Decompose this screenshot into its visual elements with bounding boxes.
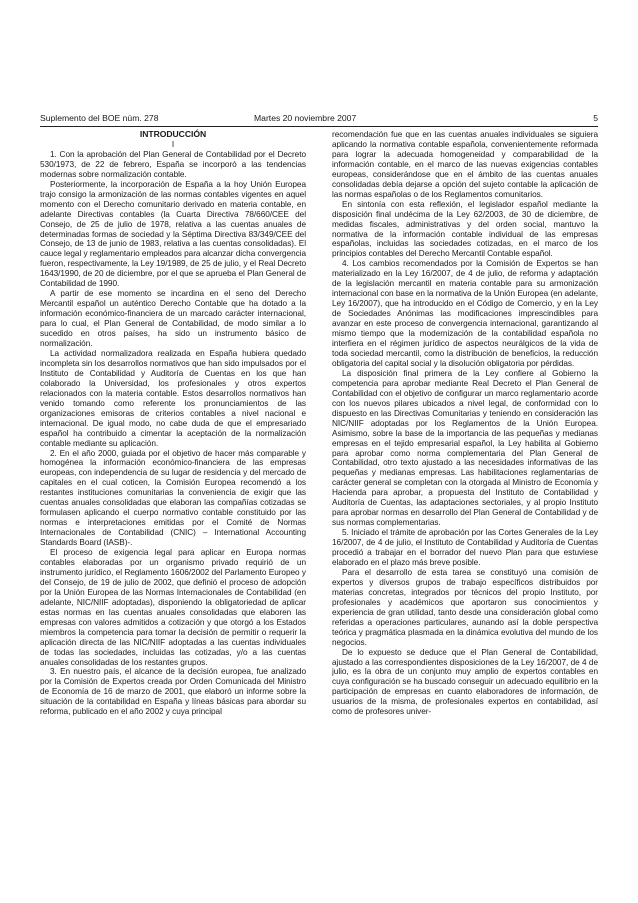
header-rule <box>40 126 598 127</box>
paragraph: A partir de ese momento se incardina en el seno del Derecho Mercantil español un auténtico Derecho Contable que ha dotado a la información económico-financiera de un marcado carácter internacional, para lo cual, el Plan General de Contabilidad, de modo similar a lo sucedido en otros países, ha sido un instrumento básico de normalización. <box>40 289 306 349</box>
paragraph: La disposición final primera de la Ley confiere al Gobierno la competencia para aprobar mediante Real Decreto el Plan General de Contabilidad con el objetivo de configurar un marco reglamentario acorde con los nuevos pilares ubicados a nivel legal, de conformidad con lo dispuesto en las Directivas Comunitarias y teniendo en consideración las NIC/NIIF adoptadas por los Reglamentos de la Unión Europea. Asimismo, sobre la base de la importancia de las pequeñas y medianas empresas en el tejido empresarial español, la Ley habilita al Gobierno para aprobar como norma complementaria del Plan General de Contabilidad, otro texto ajustado a las necesidades informativas de las pequeñas y medianas empresas. Las habilitaciones reglamentarias de carácter general se completan con la otorgada al Ministro de Economía y Hacienda para aprobar, a propuesta del Instituto de Contabilidad y Auditoría de Cuentas, las adaptaciones sectoriales, y al propio Instituto para aprobar normas en desarrollo del Plan General de Contabilidad y de sus normas complementarias. <box>332 368 598 528</box>
paragraph: 2. En el año 2000, guiada por el objetivo de hacer más comparable y homogénea la información económico-financiera de las empresas europeas, con independencia de su lugar de residencia y del mercado de capitales en el cual coticen, la Comisión Europea recomendó a los restantes instituciones comunitarias la conveniencia de exigir que las cuentas anuales consolidadas que elaboran las compañías cotizadas se formulasen aplicando el cuerpo normativo contable constituido por las normas e interpretaciones emitidas por el Comité de Normas Internacionales de Contabilidad (CNIC) – International Accounting Standards Board (IASB)-. <box>40 448 306 548</box>
paragraph: 1. Con la aprobación del Plan General de Contabilidad por el Decreto 530/1973, de 22 de febrero, España se incorporó a las tendencias modernas sobre normalización contable. <box>40 149 306 179</box>
paragraph: Posteriormente, la incorporación de España a la hoy Unión Europea trajo consigo la armonización de las normas contables vigentes en aquel momento con el Derecho comunitario derivado en materia contable, en adelante Directivas contables (la Cuarta Directiva 78/660/CEE del Consejo, de 25 de julio de 1978, relativa a las cuentas anuales de determinadas formas de sociedad y la Séptima Directiva 83/349/CEE del Consejo, de 13 de junio de 1983, relativa a las cuentas consolidadas). El cauce legal y reglamentario empleados para alcanzar dicha convergencia fueron, respectivamente, la Ley 19/1989, de 25 de julio, y el Real Decreto 1643/1990, de 20 de diciembre, por el que se aprueba el Plan General de Contabilidad de 1990. <box>40 179 306 289</box>
paragraph: 5. Iniciado el trámite de aprobación por las Cortes Generales de la Ley 16/2007, de 4 de julio, el Instituto de Contabilidad y Auditoría de Cuentas procedió a trabajar en el borrador del nuevo Plan para que estuviese elaborado en el plazo más breve posible. <box>332 528 598 567</box>
paragraph: recomendación fue que en las cuentas anuales individuales se siguiera aplicando la normativa contable española, convenientemente reformada para lograr la adecuada homogeneidad y comparabilidad de la información contable, en el marco de las nuevas exigencias contables europeas, considerándose que en el ámbito de las cuentas anuales consolidadas debía dejarse a opción del sujeto contable la aplicación de las normas españolas o de los Reglamentos comunitarios. <box>332 130 598 199</box>
paragraph: La actividad normalizadora realizada en España hubiera quedado incompleta sin los desarrollos normativos que han sido impulsados por el Instituto de Contabilidad y Auditoría de Cuentas en los que han colaborado la Universidad, los profesionales y otros expertos relacionados con la materia contable. Estos desarrollos normativos han venido tomando como referente los pronunciamientos de las organizaciones emisoras de criterios contables a nivel nacional e internacional. De igual modo, no cabe duda de que el empresariado español ha contribuido a cimentar la aceptación de la normalización contable mediante su aplicación. <box>40 348 306 448</box>
left-column <box>40 130 306 717</box>
paragraph: Para el desarrollo de esta tarea se constituyó una comisión de expertos y diversos grupos de trabajo específicos distribuidos por materias concretas, integrados por técnicos del propio Instituto, por profesionales y académicos que aportaron sus conocimientos y experiencia de gran utilidad, tanto desde una consideración global como referidas a operaciones particulares, aunando así la doble perspectiva teórica y pragmática plasmada en la dinámica evolutiva del mundo de los negocios. <box>332 567 598 647</box>
header-date: Martes 20 noviembre 2007 <box>254 113 357 123</box>
page-header <box>40 112 598 124</box>
header-page-number: 5 <box>593 113 598 123</box>
paragraph: 3. En nuestro país, el alcance de la decisión europea, fue analizado por la Comisión de Expertos creada por Orden Comunicada del Ministro de Economía de 16 de marzo de 2001, que elaboró un informe sobre la situación de la contabilidad en España y líneas básicas para abordar su reforma, publicado en el año 2002 y cuya principal <box>40 667 306 717</box>
right-column <box>332 130 598 717</box>
paragraph: 4. Los cambios recomendados por la Comisión de Expertos se han materializado en la Ley 16/2007, de 4 de julio, de reforma y adaptación de la legislación mercantil en materia contable para su armonización internacional con base en la normativa de la Unión Europea (en adelante, Ley 16/2007), que ha introducido en el Código de Comercio, y en la Ley de Sociedades Anónimas las modificaciones imprescindibles para avanzar en este proceso de convergencia internacional, garantizando al mismo tiempo que la modernización de la contabilidad española no interfiera en el régimen jurídico de aspectos neurálgicos de la vida de toda sociedad mercantil, como la distribución de beneficios, la reducción obligatoria del capital social y la disolución obligatoria por pérdidas. <box>332 259 598 368</box>
header-publication: Suplemento del BOE núm. 278 <box>40 113 159 123</box>
paragraph: En sintonía con esta reflexión, el legislador español mediante la disposición final undécima de la Ley 62/2003, de 30 de diciembre, de medidas fiscales, administrativas y del orden social, mantuvo la normativa de la información contable individual de las empresas españolas, incluidas las sociedades cotizadas, en el marco de los principios contables del Derecho Mercantil Contable español. <box>332 199 598 259</box>
paragraph: El proceso de exigencia legal para aplicar en Europa normas contables elaboradas por un organismo privado requirió de un instrumento jurídico, el Reglamento 1606/2002 del Parlamento Europeo y del Consejo, de 19 de julio de 2002, que definió el proceso de adopción por la Unión Europea de las Normas Internacionales de Contabilidad (en adelante, NIC/NIIF adoptadas), disponiendo la obligatoriedad de aplicar estas normas en las cuentas anuales consolidadas que elaboren las empresas con valores admitidos a cotización y que otorgó a los Estados miembros la competencia para tomar la decisión de permitir o requerir la aplicación directa de las NIC/NIIF adoptadas a las cuentas individuales de todas las sociedades, incluidas las cotizadas, y/o a las cuentas anuales consolidadas de los restantes grupos. <box>40 548 306 667</box>
section-title: INTRODUCCIÓN <box>139 129 207 139</box>
section-roman-numeral: I <box>171 139 175 149</box>
paragraph: De lo expuesto se deduce que el Plan General de Contabilidad, ajustado a las correspondientes disposiciones de la Ley 16/2007, de 4 de julio, es la obra de un conjunto muy amplio de expertos contables en cuya configuración se ha buscado conseguir un adecuado equilibrio en la participación de empresas en cuanto elaboradores de información, de usuarios de la misma, de profesionales expertos en contabilidad, así como de profesores univer- <box>332 647 598 717</box>
